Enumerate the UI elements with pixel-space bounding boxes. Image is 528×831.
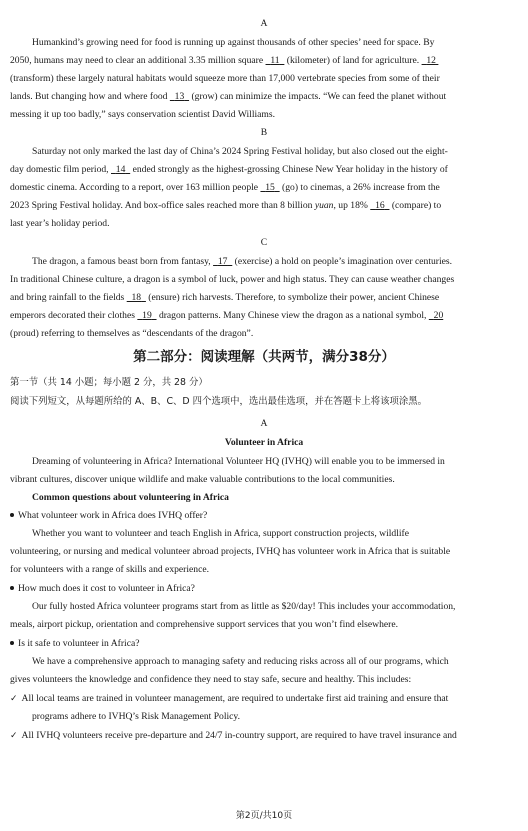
- blank-18: [127, 292, 146, 303]
- blank-number: 16: [375, 200, 385, 211]
- passage-b-line-3: [10, 182, 528, 194]
- text-segment: day domestic film period,: [10, 164, 109, 175]
- answer-1-line-3: for volunteers with a range of skills and experience.: [10, 564, 210, 575]
- answer-3-line-2: gives volunteers the knowledge and confidence they need to stay safe, secure and healthy. This includes:: [10, 674, 412, 685]
- passage-c-line-1: [32, 256, 528, 268]
- blank-number: 19: [142, 310, 152, 321]
- bullet-icon: [10, 641, 14, 645]
- blank-number: 13: [174, 91, 185, 102]
- passage-b-line-1: Saturday not only marked the last day of China’s 2024 Spring Festival holiday, but also closed out the eight-: [32, 146, 448, 157]
- passage-c-line-5: (proud) referring to themselves as “descendants of the dragon”.: [10, 328, 254, 339]
- subheading: Common questions about volunteering in Africa: [32, 492, 229, 503]
- text-segment: 2023 Spring Festival holiday. And box-office sales reached more than 8 billion: [10, 200, 313, 211]
- blank-number: 20: [433, 310, 444, 321]
- question-text: How much does it cost to volunteer in Africa?: [18, 583, 195, 594]
- blank-number: 14: [115, 164, 126, 175]
- blank-number: 15: [265, 182, 275, 193]
- blank-number: 17: [217, 256, 228, 267]
- checkmark-icon: ✓: [10, 731, 18, 741]
- intro-line-1: Dreaming of volunteering in Africa? International Volunteer HQ (IVHQ) will enable you to be immersed in: [32, 456, 445, 467]
- check-item-2: [10, 730, 528, 742]
- text-segment: emperors decorated their clothes: [10, 310, 135, 321]
- check-item-1-line-2: programs adhere to IVHQ’s Risk Management Policy.: [32, 711, 240, 722]
- text-segment: and bring rainfall to the fields: [10, 292, 125, 303]
- blank-15: [260, 182, 279, 193]
- blank-12: [422, 55, 439, 66]
- passage-c-line-2: In traditional Chinese culture, a dragon is a symbol of luck, power and high status. They can cause weather changes: [10, 274, 455, 285]
- bullet-icon: [10, 513, 14, 517]
- blank-17: [213, 256, 232, 267]
- passage-a-line-4: [10, 91, 528, 103]
- instruction-line: 阅读下列短文，从每题所给的 A、B、C、D 四个选项中，选出最佳选项，并在答题卡上将该项涂黑。: [10, 396, 427, 407]
- answer-2-line-2: meals, airport pickup, orientation and comprehensive support services that you won’t find elsewhere.: [10, 619, 398, 630]
- passage-b-line-2: [10, 164, 528, 176]
- section-line: 第一节（共 14 小题；每小题 2 分，共 28 分）: [10, 377, 208, 388]
- blank-number: 11: [270, 55, 280, 66]
- intro-line-2: vibrant cultures, discover unique wildlife and make valuable contributions to the local communities.: [10, 474, 395, 485]
- question-text: What volunteer work in Africa does IVHQ offer?: [18, 510, 208, 521]
- blank-11: [266, 55, 285, 66]
- check-text: All local teams are trained in volunteer management, are required to undertake first aid training and ensure that: [21, 693, 449, 704]
- passage-b-letter: B: [260, 127, 268, 138]
- blank-14: [111, 164, 130, 175]
- bullet-icon: [10, 586, 14, 590]
- passage-c-letter: C: [260, 237, 268, 248]
- passage-a-letter: A: [260, 18, 268, 29]
- text-segment: (exercise) a hold on people’s imagination over centuries.: [234, 256, 453, 267]
- blank-20: [429, 310, 443, 321]
- text-segment: , up 18%: [333, 200, 368, 211]
- text-segment: (grow) can minimize the impacts. “We can feed the planet without: [191, 91, 447, 102]
- text-segment: (ensure) rich harvests. Therefore, to symbolize their power, ancient Chinese: [148, 292, 440, 303]
- passage-b-line-4: [10, 200, 528, 212]
- text-segment: The dragon, a famous beast born from fantasy,: [32, 256, 211, 267]
- passage-c-line-3: [10, 292, 528, 304]
- page-number: 第2页/共10页: [235, 811, 293, 821]
- reading-a-letter: A: [260, 418, 268, 429]
- question-3: [10, 638, 528, 650]
- article-title: Volunteer in Africa: [224, 437, 304, 448]
- answer-1-line-1: Whether you want to volunteer and teach English in Africa, support construction projects, wildlife: [32, 528, 409, 539]
- passage-c-line-4: [10, 310, 528, 322]
- question-text: Is it safe to volunteer in Africa?: [18, 638, 140, 649]
- answer-1-line-2: volunteering, or nursing and medical volunteer abroad projects, IVHQ has volunteer work in Africa that is suitable: [10, 546, 451, 557]
- text-segment: (go) to cinemas, a 26% increase from the: [282, 182, 440, 193]
- passage-a-line-3: (transform) these largely natural habitats would squeeze more than 17,000 vertebrate species from some of their: [10, 73, 440, 84]
- blank-13: [170, 91, 189, 102]
- text-segment: dragon patterns. Many Chinese view the dragon as a national symbol,: [158, 310, 427, 321]
- passage-a-line-5: messing it up too badly,” says conservation scientist David Williams.: [10, 109, 276, 120]
- text-segment: (compare) to: [391, 200, 442, 211]
- blank-19: [137, 310, 156, 321]
- answer-2-line-1: Our fully hosted Africa volunteer programs start from as little as $20/day! This includes your accommodation,: [32, 601, 456, 612]
- passage-a-line-1: Humankind’s growing need for food is running up against thousands of other species’ need for space. By: [32, 37, 435, 48]
- check-text: All IVHQ volunteers receive pre-departure and 24/7 in-country support, are required to have travel insurance and: [21, 730, 457, 741]
- check-item-1-line-1: [10, 693, 528, 705]
- question-1: [10, 510, 528, 522]
- checkmark-icon: ✓: [10, 694, 18, 704]
- question-2: [10, 583, 528, 595]
- blank-16: [370, 200, 389, 211]
- blank-number: 18: [131, 292, 142, 303]
- text-segment: yuan: [314, 200, 334, 211]
- text-segment: domestic cinema. According to a report, over 163 million people: [10, 182, 259, 193]
- part2-title: 第二部分：阅读理解（共两节，满分38分）: [133, 349, 395, 365]
- passage-b-line-5: last year’s holiday period.: [10, 218, 110, 229]
- text-segment: 2050, humans may need to clear an additional 3.35 million square: [10, 55, 264, 66]
- passage-a-line-2: [10, 55, 528, 67]
- answer-3-line-1: We have a comprehensive approach to managing safety and reducing risks across all of our programs, which: [32, 656, 449, 667]
- text-segment: ended strongly as the highest-grossing Chinese New Year holiday in the history of: [132, 164, 448, 175]
- text-segment: lands. But changing how and where food: [10, 91, 168, 102]
- blank-number: 12: [426, 55, 436, 66]
- text-segment: (kilometer) of land for agriculture.: [286, 55, 420, 66]
